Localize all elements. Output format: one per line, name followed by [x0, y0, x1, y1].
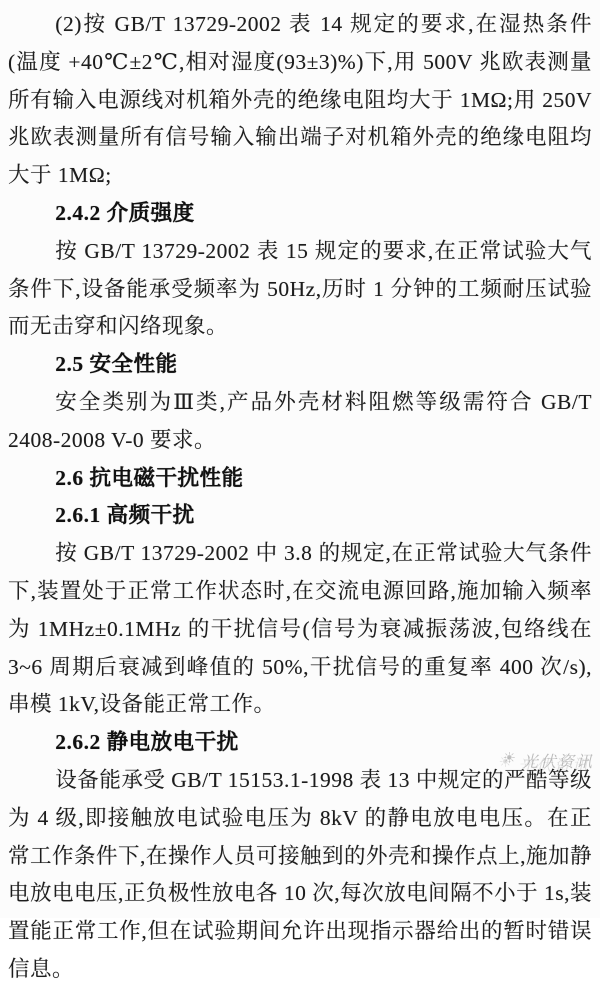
paragraph: 按 GB/T 13729-2002 中 3.8 的规定,在正常试验大气条件下,装置处于正常工作状态时,在交流电源回路,施加输入频率为 1MHz±0.1MHz 的干扰信号(信号为衰减振荡波,包络线在 3~6 周期后衰减到峰值的 50%,干扰信号的重复率 400 次/s),串模 1kV,设备能正常工作。 — [8, 541, 592, 717]
section-heading-2-6-1: 2.6.1 高频干扰 — [55, 503, 195, 528]
section-heading-2-4-2: 2.4.2 介质强度 — [55, 200, 195, 225]
paragraph: (2)按 GB/T 13729-2002 表 14 规定的要求,在湿热条件(温度 +40℃±2℃,相对湿度(93±3)%)下,用 500V 兆欧表测量所有输入电源线对机箱外壳的绝缘电阻均大于 1MΩ;用 250V 兆欧表测量所有信号输入输出端子对机箱外壳的绝缘电阻均大于 1MΩ; — [8, 12, 592, 188]
sun-badge-icon: ☀ — [502, 751, 518, 767]
watermark-text: 光伏资讯 — [521, 754, 594, 771]
paragraph: 设备能承受 GB/T 15153.1-1998 表 13 中规定的严酷等级为 4 级,即接触放电试验电压为 8kV 的静电放电电压。在正常工作条件下,在操作人员可接触到的外壳和操作点上,施加静电放电电压,正负极性放电各 10 次,每次放电间隔不小于 1s,装置能正常工作,但在试验期间允许出现指示器给出的暂时错误信息。 — [8, 767, 592, 981]
paragraph: 安全类别为Ⅲ类,产品外壳材料阻燃等级需符合 GB/T 2408-2008 V-0 要求。 — [8, 389, 592, 452]
section-heading-2-6: 2.6 抗电磁干扰性能 — [55, 465, 244, 490]
paragraph: 按 GB/T 13729-2002 表 15 规定的要求,在正常试验大气条件下,设备能承受频率为 50Hz,历时 1 分钟的工频耐压试验而无击穿和闪络现象。 — [8, 238, 592, 339]
section-heading-2-6-2: 2.6.2 静电放电干扰 — [55, 730, 239, 755]
section-heading-2-5: 2.5 安全性能 — [55, 352, 178, 377]
